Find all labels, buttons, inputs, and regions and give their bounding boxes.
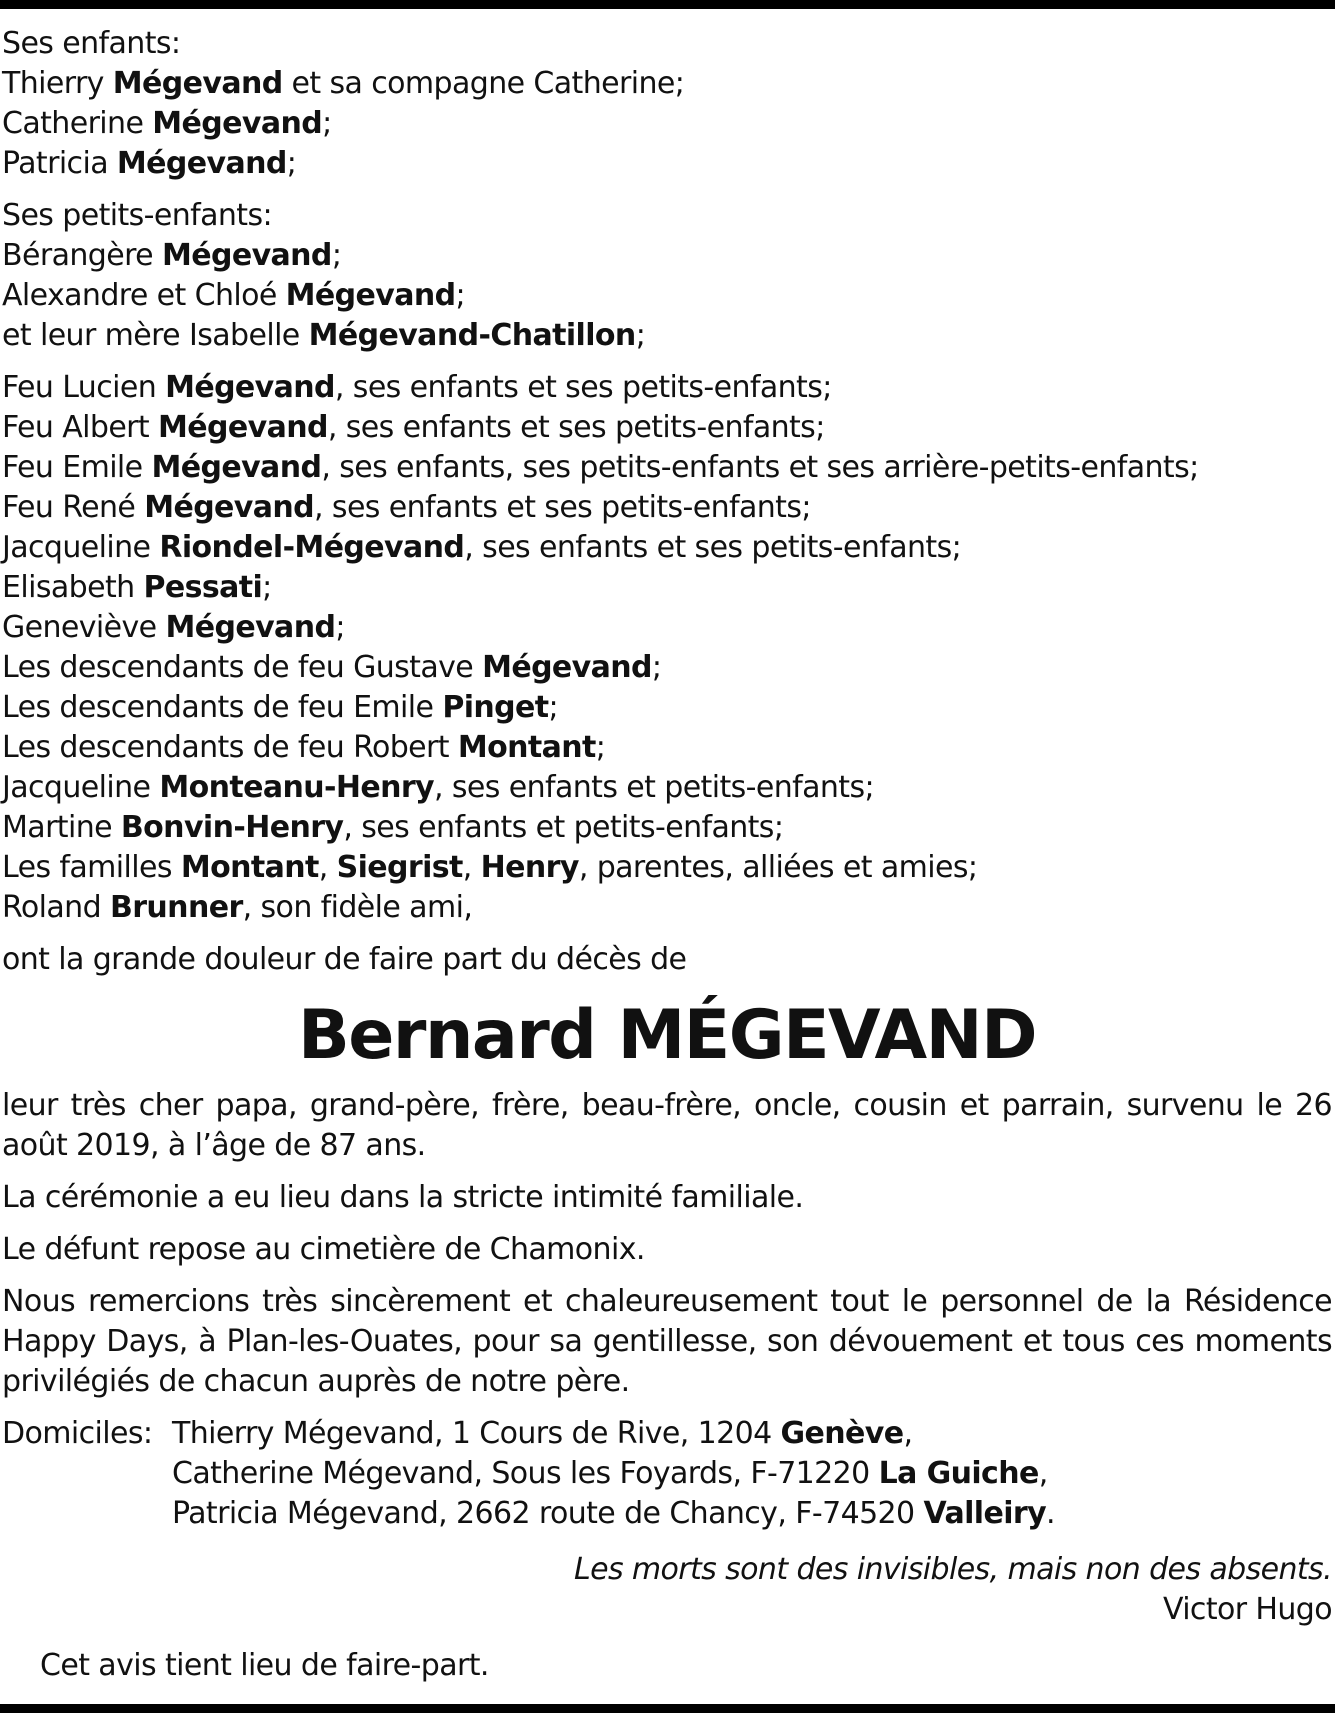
- line-text: et sa compagne Catherine;: [282, 66, 685, 101]
- line-text: , ses enfants, ses petits-enfants et ses arrière-petits-enfants;: [321, 450, 1199, 485]
- line-text: Alexandre et Chloé: [2, 278, 286, 313]
- notice-line: [2, 608, 1332, 648]
- line-text: ;: [331, 238, 342, 273]
- surname: Pinget: [442, 690, 549, 725]
- line-text: Geneviève: [2, 610, 166, 645]
- line-text: ;: [262, 570, 272, 605]
- line-text: Roland: [2, 890, 110, 925]
- surname: Mégevand: [285, 278, 456, 313]
- line-text: , parentes, alliées et amies;: [578, 850, 978, 885]
- line-text: Les familles: [2, 850, 181, 885]
- notice-line: [2, 144, 1332, 184]
- notice-line: [172, 1414, 1332, 1454]
- relatives-list: [2, 368, 1332, 928]
- surname: Mégevand: [112, 66, 283, 101]
- line-text: Thierry Mégevand, 1 Cours de Rive, 1204: [172, 1416, 781, 1451]
- line-text: ,: [1038, 1456, 1048, 1491]
- line-text: ;: [286, 146, 297, 181]
- line-text: Catherine Mégevand, Sous les Foyards, F-71220: [172, 1456, 879, 1491]
- line-text: , ses enfants et ses petits-enfants;: [334, 370, 832, 405]
- thanks-paragraph: Nous remercions très sincèrement et chaleureusement tout le personnel de la Résidence Happy Days, à Plan-les-Ouates, pour sa gentillesse, son dévouement et tous ces moments privilégiés de chacun auprès de notre père.: [2, 1284, 1332, 1399]
- line-text: Bérangère: [2, 238, 162, 273]
- line-text: ;: [322, 106, 332, 141]
- surname: Mégevand: [161, 238, 332, 273]
- line-text: Feu Emile: [2, 450, 152, 485]
- line-text: Catherine: [2, 106, 153, 141]
- surname: Mégevand: [151, 450, 322, 485]
- domiciles-block: [2, 1414, 1332, 1534]
- line-text: et leur mère Isabelle: [2, 318, 309, 353]
- surname: Mégevand-Chatillon: [308, 318, 636, 353]
- notice-line: [2, 768, 1332, 808]
- surname: Mégevand: [165, 610, 336, 645]
- notice-line: [2, 104, 1332, 144]
- surname: Mégevand: [152, 106, 323, 141]
- surname: Genève: [780, 1416, 904, 1451]
- line-text: , ses enfants et ses petits-enfants;: [314, 490, 811, 525]
- closing-note: Cet avis tient lieu de faire-part.: [40, 1648, 489, 1683]
- notice-line: [2, 848, 1332, 888]
- notice-line: [172, 1454, 1332, 1494]
- surname: Montant: [180, 850, 319, 885]
- line-text: , ses enfants et ses petits-enfants;: [464, 530, 962, 565]
- line-text: ;: [455, 278, 466, 313]
- line-text: ;: [548, 690, 559, 725]
- top-rule: [0, 0, 1335, 9]
- line-text: , ses enfants et petits-enfants;: [343, 810, 784, 845]
- notice-line: [172, 1494, 1332, 1534]
- notice-line: [2, 568, 1332, 608]
- surname: Riondel-Mégevand: [159, 530, 465, 565]
- ceremony-paragraph: La cérémonie a eu lieu dans la stricte intimité familiale.: [2, 1180, 804, 1215]
- surname: Monteanu-Henry: [159, 770, 435, 805]
- line-text: ;: [651, 650, 662, 685]
- grandchildren-list: [2, 236, 1332, 356]
- line-text: , ses enfants et petits-enfants;: [434, 770, 875, 805]
- notice-line: [2, 236, 1332, 276]
- line-text: Jacqueline: [2, 770, 160, 805]
- surname: Mégevand: [158, 410, 328, 445]
- burial-paragraph: Le défunt repose au cimetière de Chamonix.: [2, 1232, 645, 1267]
- quote-text: Les morts sont des invisibles, mais non des absents.: [573, 1552, 1332, 1587]
- line-text: , son fidèle ami,: [242, 890, 473, 925]
- line-text: Patricia: [2, 146, 117, 181]
- notice-line: [2, 648, 1332, 688]
- obituary-notice: [2, 24, 1332, 1686]
- notice-line: [2, 316, 1332, 356]
- surname: Bonvin-Henry: [120, 810, 344, 845]
- line-text: Feu Lucien: [2, 370, 166, 405]
- line-text: ,: [903, 1416, 913, 1451]
- surname: Valleiry: [923, 1496, 1047, 1531]
- line-text: Les descendants de feu Gustave: [2, 650, 483, 685]
- notice-line: [2, 276, 1332, 316]
- surname: Pessati: [143, 570, 263, 605]
- notice-line: [2, 488, 1332, 528]
- deceased-name: Bernard MÉGEVAND: [297, 996, 1037, 1075]
- line-text: Thierry: [2, 66, 113, 101]
- notice-line: [2, 888, 1332, 928]
- surname: Siegrist: [336, 850, 463, 885]
- relationship-paragraph: leur très cher papa, grand-père, frère, beau-frère, oncle, cousin et parrain, survenu le 26 août 2019, à l’âge de 87 ans.: [2, 1088, 1332, 1163]
- line-text: ,: [462, 850, 481, 885]
- line-text: .: [1046, 1496, 1055, 1531]
- notice-line: [2, 528, 1332, 568]
- surname: Montant: [457, 730, 596, 765]
- surname: Mégevand: [116, 146, 287, 181]
- line-text: ;: [335, 610, 345, 645]
- line-text: Feu René: [2, 490, 145, 525]
- line-text: ;: [635, 318, 646, 353]
- domiciles-list: [172, 1414, 1332, 1534]
- line-text: Patricia Mégevand, 2662 route de Chancy, F-74520: [172, 1496, 924, 1531]
- line-text: ,: [318, 850, 337, 885]
- notice-line: [2, 408, 1332, 448]
- notice-line: [2, 688, 1332, 728]
- surname: Mégevand: [482, 650, 652, 685]
- line-text: Martine: [2, 810, 121, 845]
- surname: Mégevand: [144, 490, 315, 525]
- line-text: Jacqueline: [2, 530, 160, 565]
- line-text: Les descendants de feu Emile: [2, 690, 443, 725]
- line-text: Feu Albert: [2, 410, 159, 445]
- line-text: , ses enfants et ses petits-enfants;: [327, 410, 825, 445]
- surname: La Guiche: [878, 1456, 1039, 1491]
- notice-line: [2, 64, 1332, 104]
- children-header: Ses enfants:: [2, 26, 181, 61]
- surname: Henry: [480, 850, 579, 885]
- quote-author: Victor Hugo: [1162, 1592, 1332, 1627]
- children-list: [2, 64, 1332, 184]
- notice-line: [2, 728, 1332, 768]
- line-text: Elisabeth: [2, 570, 144, 605]
- surname: Brunner: [109, 890, 243, 925]
- grandchildren-header: Ses petits-enfants:: [2, 198, 273, 233]
- line-text: ;: [595, 730, 606, 765]
- bottom-rule: [0, 1704, 1335, 1713]
- surname: Mégevand: [165, 370, 335, 405]
- announcement-text: ont la grande douleur de faire part du décès de: [2, 942, 687, 977]
- notice-line: [2, 368, 1332, 408]
- notice-line: [2, 448, 1332, 488]
- domiciles-label: Domiciles:: [2, 1416, 153, 1451]
- notice-line: [2, 808, 1332, 848]
- line-text: Les descendants de feu Robert: [2, 730, 458, 765]
